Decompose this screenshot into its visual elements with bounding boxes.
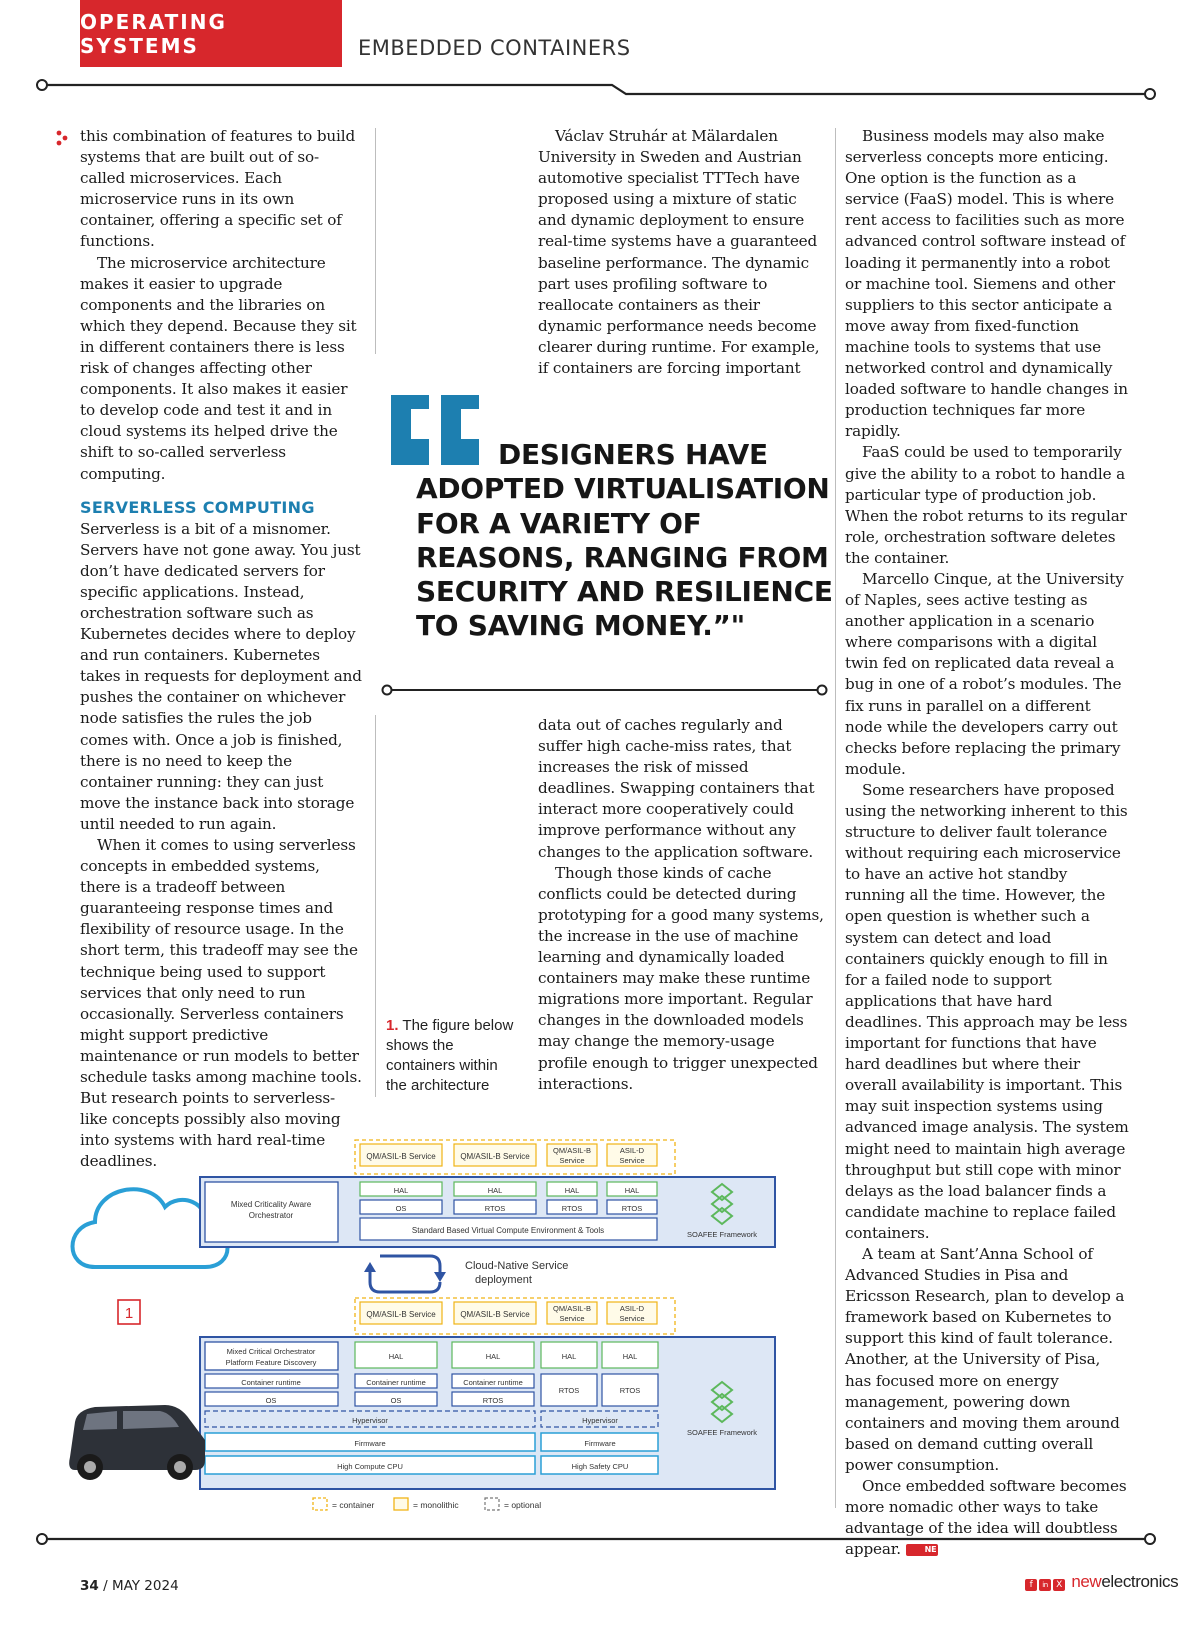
- paragraph: this combination of features to build systems that are built out of so-called microservices. Each microservice runs in its own container, offering a specific set of functions.: [80, 127, 356, 251]
- caption-text: The figure below shows the containers within the architecture: [386, 1017, 514, 1094]
- paragraph: Serverless is a bit of a misnomer. Servers have not gone away. You just don’t have dedicated servers for specific applications. Instead, orchestration software such as Kubernetes decides where to deploy and run containers. Kubernetes takes in requests for deployment and pushes the container on whichever node satisfies the rules the job comes with. Once a job is finished, there is no need to keep the container running: they can just move the instance back into storage until needed to run again.: [80, 519, 362, 833]
- rtos-label: RTOS: [619, 1386, 641, 1395]
- legend-optional-label: = optional: [504, 1500, 542, 1510]
- paragraph: FaaS could be used to temporarily give the ability to a robot to handle a particular type of production job. When the robot returns to its regular role, orchestration software deletes the container.: [845, 443, 1127, 567]
- hal-label: HAL: [624, 1186, 640, 1195]
- paragraph: [845, 1476, 1130, 1560]
- hal-label: HAL: [485, 1352, 501, 1361]
- service-label: QM/ASIL-B Service: [366, 1152, 436, 1161]
- legend-monolithic-label: = monolithic: [413, 1500, 459, 1510]
- hal-label: HAL: [561, 1352, 577, 1361]
- hal-label: HAL: [564, 1186, 580, 1195]
- rtos-label: RTOS: [558, 1386, 580, 1395]
- container-runtime-label: Container runtime: [463, 1378, 523, 1387]
- orchestrator-label: Mixed Critical Orchestrator: [226, 1347, 316, 1356]
- paragraph: A team at Sant’Anna School of Advanced Studies in Pisa and Ericsson Research, plan to develop a framework based on Kubernetes to support this kind of fault tolerance. Another, at the University of Pisa, has focused more on energy management, powering down containers and moving them around based on demand cutting overall power consumption.: [845, 1244, 1125, 1474]
- figure-caption: [386, 1016, 516, 1096]
- caption-number: 1.: [386, 1017, 399, 1034]
- hal-label: HAL: [622, 1352, 638, 1361]
- figure-label: [118, 1300, 140, 1324]
- service-label: ASIL-D: [619, 1304, 645, 1313]
- service-label: Service: [559, 1156, 585, 1165]
- paragraph: Business models may also make serverless concepts more enticing. One option is the function as a service (FaaS) model. This is where rent access to facilities such as more advanced control software instead of loading it permanently into a robot or machine tool. Siemens and other suppliers to this sector anticipate a move away from fixed-function machine tools to systems that use networked control and dynamically loaded software to handle changes in production techniques far more rapidly.: [845, 127, 1128, 441]
- os-label: OS: [265, 1396, 277, 1405]
- firmware-label: Firmware: [354, 1439, 386, 1448]
- quote-rule: [380, 683, 830, 697]
- service-label: Service: [559, 1314, 585, 1323]
- legend-container-swatch: [313, 1498, 327, 1510]
- service-label: Service: [619, 1156, 645, 1165]
- service-label: QM/ASIL-B: [553, 1146, 591, 1155]
- column-1: [80, 126, 362, 1173]
- section-tab: [80, 0, 342, 67]
- env-label: Standard Based Virtual Compute Environment & Tools: [411, 1226, 605, 1235]
- paragraph: Václav Struhár at Mälardalen University in Sweden and Austrian automotive specialist TTTech have proposed using a mixture of static and dynamic deployment to ensure real-time systems have a guaranteed baseline performance. The dynamic part uses profiling software to reallocate containers as their dynamic performance needs become clearer during runtime. For example, if containers are forcing important: [538, 127, 820, 378]
- brand-new: new: [1071, 1572, 1102, 1591]
- legend-monolithic-swatch: [394, 1498, 408, 1510]
- car-icon: [69, 1405, 205, 1480]
- paragraph: When it comes to using serverless concepts in embedded systems, there is a tradeoff between guaranteeing response times and flexibility of resource usage. In the short term, this tradeoff may see the technique being used to support services that only need to run occasionally. Serverless containers might support predictive maintenance or run models to better schedule tasks among machine tools. But research points to serverless-like concepts possibly also moving into systems with hard real-time deadlines.: [80, 836, 362, 1171]
- os-label: OS: [390, 1396, 402, 1405]
- linkedin-icon[interactable]: in: [1039, 1579, 1051, 1591]
- page-footer: [80, 1578, 179, 1594]
- service-label: QM/ASIL-B: [553, 1304, 591, 1313]
- paragraph: data out of caches regularly and suffer high cache-miss rates, that increases the risk of missed deadlines. Swapping containers that interact more cooperatively could improve performance without any changes to the application software.: [538, 716, 815, 861]
- container-runtime-label: Container runtime: [241, 1378, 301, 1387]
- column-3: [845, 126, 1130, 1560]
- header-rule: [0, 70, 1200, 110]
- cpu-label: High Compute CPU: [337, 1462, 403, 1471]
- legend-optional-swatch: [485, 1498, 499, 1510]
- orchestrator-label: Mixed Criticality Aware: [230, 1200, 312, 1209]
- hypervisor-label: Hypervisor: [352, 1416, 388, 1425]
- orchestrator-label: Orchestrator: [248, 1211, 294, 1220]
- os-label: OS: [395, 1204, 407, 1213]
- column-2-top: [538, 126, 823, 379]
- footer-separator: /: [103, 1578, 112, 1594]
- hal-label: HAL: [487, 1186, 503, 1195]
- hal-label: HAL: [388, 1352, 404, 1361]
- column-divider: [375, 128, 376, 354]
- figure-label-text: 1: [124, 1305, 134, 1322]
- rtos-label: RTOS: [482, 1396, 504, 1405]
- deployment-label: deployment: [475, 1274, 532, 1286]
- subsection-title: EMBEDDED CONTAINERS: [358, 36, 631, 60]
- paragraph: Though those kinds of cache conflicts could be detected during prototyping for a good many systems, the increase in the use of machine learning and dynamically loaded containers may make these runtime migrations more important. Regular changes in the downloaded models may change the memory-usage profile enough to trigger unexpected interactions.: [538, 863, 824, 1093]
- facebook-icon[interactable]: f: [1025, 1579, 1037, 1591]
- pull-quote: DESIGNERS HAVE ADOPTED VIRTUALISATION FOR A VARIETY OF REASONS, RANGING FROM SECURITY AND RESILIENCE TO SAVING MONEY.”": [416, 438, 833, 643]
- brand-footer: [1025, 1572, 1178, 1592]
- issue-date: MAY 2024: [111, 1578, 179, 1594]
- hal-label: HAL: [393, 1186, 409, 1195]
- brand-electronics: electronics: [1101, 1572, 1179, 1591]
- service-label: QM/ASIL-B Service: [460, 1152, 530, 1161]
- service-label: QM/ASIL-B Service: [366, 1310, 436, 1319]
- paragraph: Some researchers have proposed using the networking inherent to this structure to deliver fault tolerance without requiring each microservice to have an active hot standby running all the time. However, the open question is whether such a system can detect and load containers quickly enough to fill in for a failed node to support applications that have hard deadlines. This approach may be less important for functions that have hard deadlines but where their overall availability is important. This may suit inspection systems using advanced image analysis. The system might need to maintain high average throughput but still cope with minor delays as the load balancer finds a candidate machine to replace failed containers.: [845, 780, 1129, 1242]
- paragraph-text: Once embedded software becomes more nomadic other ways to take advantage of the idea will doubtless appear.: [845, 1477, 1127, 1559]
- orchestrator-label: Platform Feature Discovery: [225, 1358, 317, 1367]
- legend-container-label: = container: [332, 1500, 375, 1510]
- soafee-label: SOAFEE Framework: [686, 1428, 758, 1437]
- paragraph: Marcello Cinque, at the University of Naples, sees active testing as another application in a scenario where comparisons with a digital twin fed on replicated data reveal a bug in one of a robot’s modules. The fix runs in parallel on a different node while the developers carry out checks before replacing the primary module.: [845, 569, 1124, 778]
- architecture-figure: [55, 1122, 825, 1522]
- hypervisor-label: Hypervisor: [582, 1416, 618, 1425]
- page-number: 34: [80, 1578, 99, 1594]
- service-label: QM/ASIL-B Service: [460, 1310, 530, 1319]
- firmware-label: Firmware: [584, 1439, 616, 1448]
- end-mark: NE: [906, 1544, 939, 1556]
- continuation-icon: [55, 130, 69, 146]
- soafee-label: SOAFEE Framework: [686, 1230, 758, 1239]
- column-divider: [375, 715, 376, 1097]
- deployment-label: Cloud-Native Service: [465, 1260, 569, 1272]
- cpu-label: High Safety CPU: [571, 1462, 629, 1471]
- paragraph: The microservice architecture makes it easier to upgrade components and the libraries on which they depend. Because they sit in different containers there is less risk of changes affecting other components. It also makes it easier to develop code and test it and in cloud systems its helped drive the shift to so-called serverless computing.: [80, 253, 357, 483]
- column-2-bottom: [538, 715, 824, 1095]
- container-runtime-label: Container runtime: [366, 1378, 426, 1387]
- section-title: OPERATING SYSTEMS: [80, 9, 227, 58]
- rtos-label: RTOS: [561, 1204, 583, 1213]
- deployment-cycle-icon: [364, 1256, 446, 1292]
- x-icon[interactable]: X: [1053, 1579, 1065, 1591]
- footer-rule: [0, 1532, 1200, 1546]
- rtos-label: RTOS: [484, 1204, 506, 1213]
- service-label: Service: [619, 1314, 645, 1323]
- rtos-label: RTOS: [621, 1204, 643, 1213]
- column-divider: [835, 128, 836, 1508]
- service-label: ASIL-D: [619, 1146, 645, 1155]
- section-heading: SERVERLESS COMPUTING: [80, 497, 315, 517]
